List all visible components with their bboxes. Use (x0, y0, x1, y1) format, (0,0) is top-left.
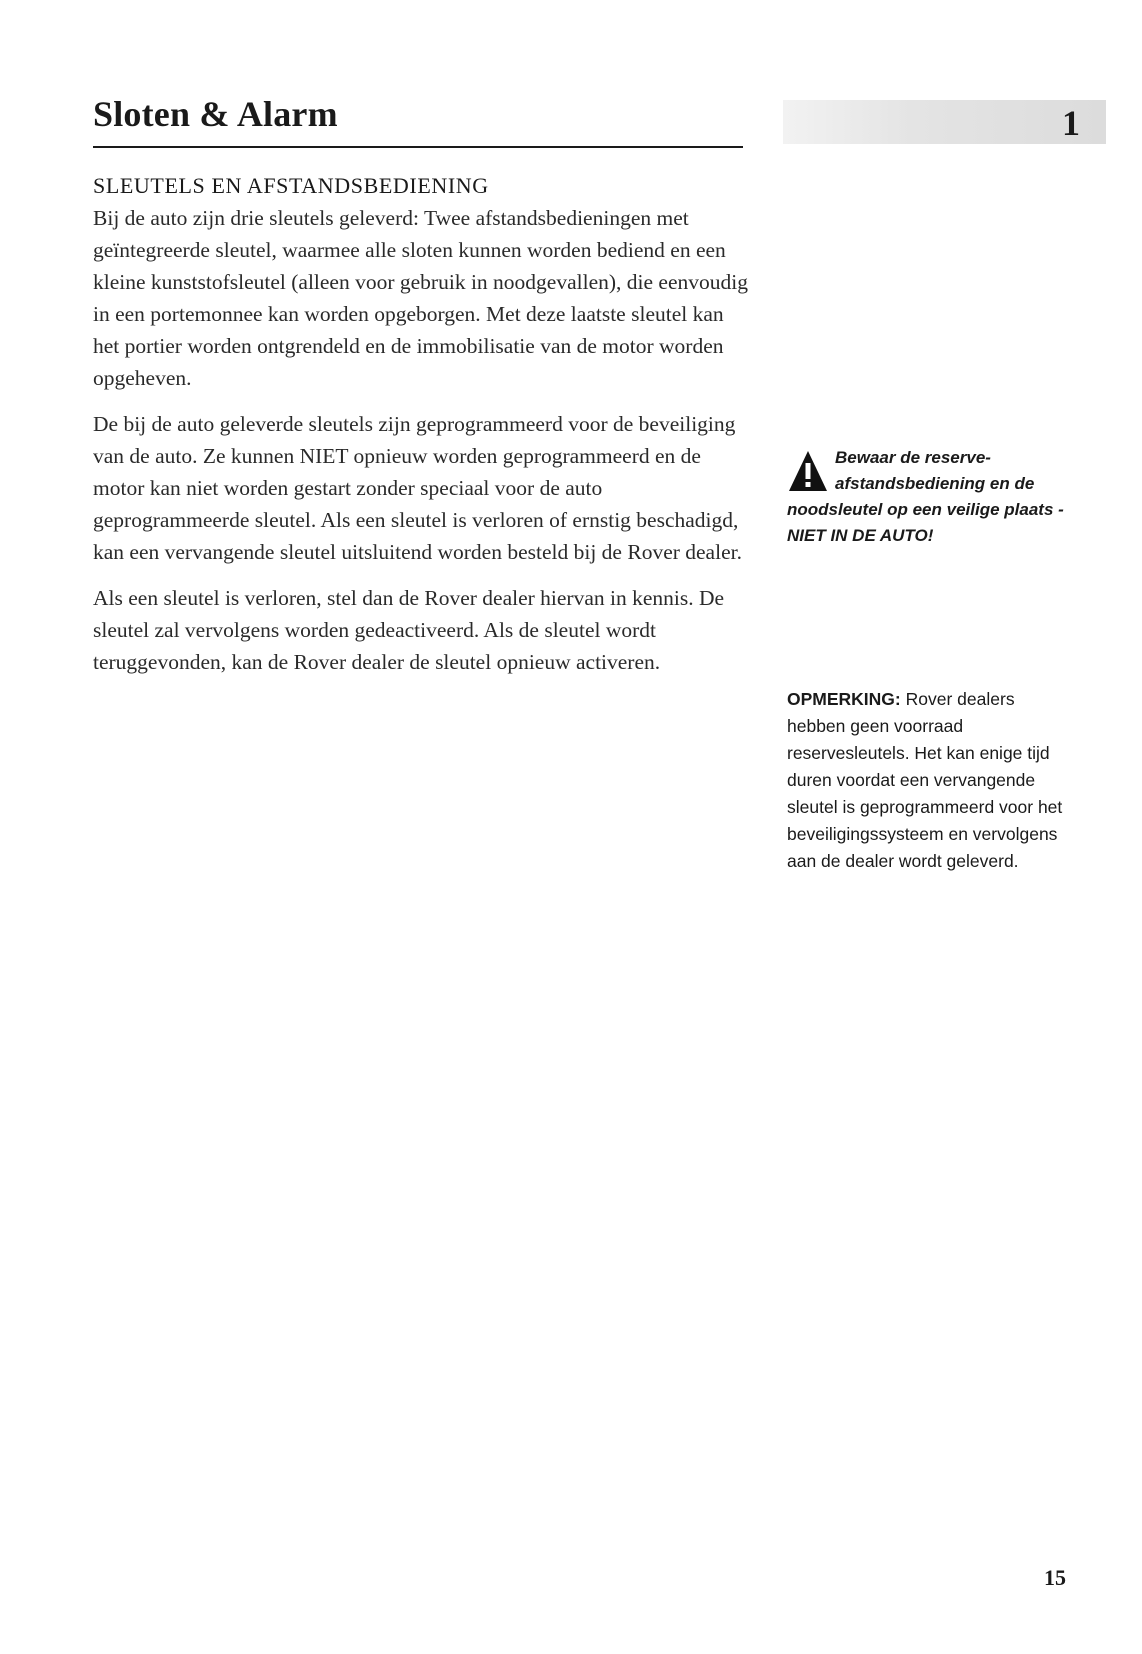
section-heading: SLEUTELS EN AFSTANDSBEDIENING (93, 173, 489, 198)
note-label: OPMERKING: (787, 689, 901, 709)
title-divider (93, 146, 743, 148)
note-box (787, 686, 1067, 875)
page-title: Sloten & Alarm (93, 94, 338, 134)
warning-triangle-icon (787, 449, 829, 495)
warning-text: Bewaar de reserve-afstandsbediening en de noodsleutel op een veilige plaats - NIET IN DE AUTO! (787, 448, 1064, 545)
paragraph-key-lost: Als een sleutel is verloren, stel dan de Rover dealer hiervan in kennis. De sleutel zal vervolgens worden gedeactiveerd. Als de sleutel wordt teruggevonden, kan de Rover dealer de sleutel opnieuw activeren. (93, 586, 725, 674)
note-text: Rover dealers hebben geen voorraad reservesleutels. Het kan enige tijd duren voordat een vervangende sleutel is geprogrammeerd voor het beveiligingssysteem en vervolgens aan de dealer wordt geleverd. (787, 689, 1063, 871)
page-number: 15 (1044, 1565, 1066, 1590)
main-content (93, 170, 753, 692)
chapter-tab (783, 100, 1106, 144)
paragraph-keys-programmed: De bij de auto geleverde sleutels zijn geprogrammeerd voor de beveiliging van de auto. Ze kunnen NIET opnieuw worden geprogrammeerd en de motor kan niet worden gestart zonder speciaal voor de auto geprogrammeerde sleutel. Als een sleutel is verloren of ernstig beschadigd, kan een vervangende sleutel uitsluitend worden besteld bij de Rover dealer. (93, 412, 742, 564)
chapter-number: 1 (1062, 103, 1080, 143)
warning-box (787, 445, 1067, 549)
paragraph-keys-intro: Bij de auto zijn drie sleutels geleverd: Twee afstandsbedieningen met geïntegreerde sleutel, waarmee alle sloten kunnen worden bediend en een kleine kunststofsleutel (alleen voor gebruik in noodgevallen), die eenvoudig in een portemonnee kan worden opgeborgen. Met deze laatste sleutel kan het portier worden ontgrendeld en de immobilisatie van de motor worden opgeheven. (93, 206, 748, 390)
